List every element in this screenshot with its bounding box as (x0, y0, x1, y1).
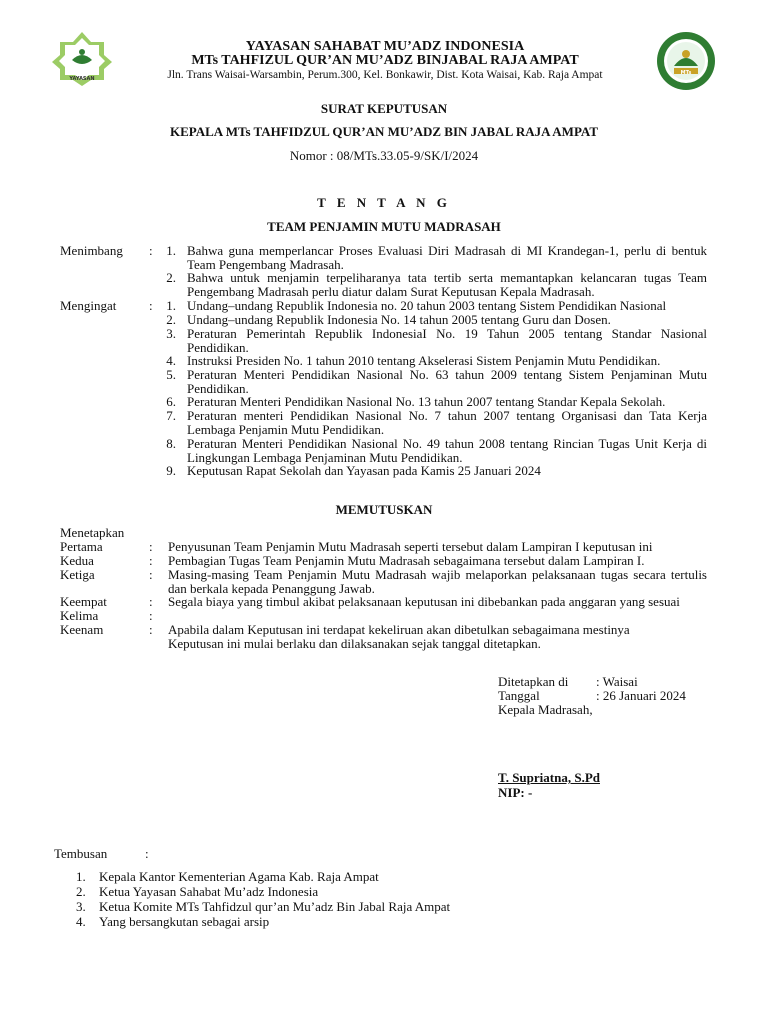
mengingat-item: Undang–undang Republik Indonesia No. 14 tahun 2005 tentang Guru dan Dosen. (187, 312, 611, 327)
mengingat-item: Keputusan Rapat Sekolah dan Yayasan pada Kamis 25 Januari 2024 (187, 463, 541, 478)
memutuskan-heading: MEMUTUSKAN (335, 502, 433, 517)
signer-nip: NIP: - (498, 785, 533, 800)
decision-label: Kelima (60, 608, 99, 623)
yayasan-logo (50, 30, 114, 88)
decision-colon: : (149, 539, 153, 554)
signer-position: Kepala Madrasah, (498, 702, 593, 717)
tanggal-label: Tanggal (498, 688, 540, 703)
decision-label: Kedua (60, 553, 94, 568)
mengingat-num: 8. (166, 436, 176, 451)
mengingat-num: 6. (166, 394, 176, 409)
mengingat-item: Peraturan Pemerintah Republik IndonesiaI No. 19 Tahun 2005 tentang Standar Nasional Pendidikan. (187, 326, 707, 355)
mengingat-num: 1. (166, 298, 176, 313)
mengingat-item: Peraturan Menteri Pendidikan Nasional No. 49 tahun 2008 tentang Rincian Tugas Unit Kerja di Lingkungan Lembaga Penjaminan Mutu Pendidikan. (187, 436, 707, 465)
mengingat-num: 7. (166, 408, 176, 423)
decision-text: Pembagian Tugas Team Penjamin Mutu Madrasah sebagaimana tersebut dalam Lampiran I. (168, 553, 645, 568)
decision-text: Segala biaya yang timbul akibat pelaksanaan keputusan ini dibebankan pada anggaran yang sesuai (168, 594, 680, 609)
mengingat-item: Undang–undang Republik Indonesia no. 20 tahun 2003 tentang Sistem Pendidikan Nasional (187, 298, 667, 313)
document-type: SURAT KEPUTUSAN (320, 101, 448, 116)
decision-label: Keempat (60, 594, 107, 609)
decision-label: Keenam (60, 622, 104, 637)
logo-right-caption: MTs (680, 70, 692, 76)
mengingat-item: Peraturan menteri Pendidikan Nasional No. 7 tahun 2007 tentang Organisasi dan Tata Kerja Lembaga Penjamin Mutu Pendidikan. (187, 408, 707, 437)
mengingat-label: Mengingat (60, 298, 117, 313)
school-address: Jln. Trans Waisai-Warsambin, Perum.300, Kel. Bonkawir, Dist. Kota Waisai, Kab. Raja Ampat (167, 69, 603, 81)
closing-text: Keputusan ini mulai berlaku dan dilaksanakan sejak tanggal ditetapkan. (168, 636, 541, 651)
tembusan-item: Ketua Yayasan Sahabat Mu’adz Indonesia (99, 884, 319, 899)
decision-label: Ketiga (60, 567, 95, 582)
tembusan-item: Ketua Komite MTs Tahfidzul qur’an Mu’adz Bin Jabal Raja Ampat (99, 899, 451, 914)
decision-label: Pertama (60, 539, 103, 554)
decision-colon: : (149, 553, 153, 568)
mengingat-num: 5. (166, 367, 176, 382)
tembusan-num: 2. (76, 884, 86, 899)
menimbang-item: Bahwa untuk menjamin terpeliharanya tata tertib serta memantapkan kelancaran tugas Team Pengembang Madrasah perlu diatur dalam Surat Keputusan Kepala Madrasah. (187, 270, 707, 299)
tembusan-label: Tembusan (54, 846, 108, 861)
subject-title: TEAM PENJAMIN MUTU MADRASAH (267, 219, 501, 234)
mengingat-item: Peraturan Menteri Pendidikan Nasional No. 13 tahun 2007 tentang Standar Kepala Sekolah. (187, 394, 666, 409)
mengingat-item: Instruksi Presiden No. 1 tahun 2010 tentang Akselerasi Sistem Penjamin Mutu Pendidikan. (187, 353, 661, 368)
decision-text: Penyusunan Team Penjamin Mutu Madrasah seperti tersebut dalam Lampiran I keputusan ini (168, 539, 653, 554)
menimbang-num: 2. (166, 270, 176, 285)
document-number: Nomor : 08/MTs.33.05-9/SK/I/2024 (289, 148, 479, 163)
tembusan-colon: : (145, 846, 149, 861)
mengingat-colon: : (149, 298, 153, 313)
tembusan-num: 1. (76, 869, 86, 884)
tentang-heading: T E N T A N G (317, 195, 451, 210)
decision-colon: : (149, 567, 153, 582)
mengingat-num: 4. (166, 353, 176, 368)
tembusan-item: Kepala Kantor Kementerian Agama Kab. Raja Ampat (99, 869, 379, 884)
signer-name: T. Supriatna, S.Pd (498, 770, 600, 785)
foundation-name: YAYASAN SAHABAT MU’ADZ INDONESIA (245, 39, 525, 54)
decision-colon: : (149, 608, 153, 623)
ditetapkan-label: Ditetapkan di (498, 674, 569, 689)
tembusan-num: 3. (76, 899, 86, 914)
mengingat-num: 2. (166, 312, 176, 327)
mengingat-num: 3. (166, 326, 176, 341)
decision-text: Apabila dalam Keputusan ini terdapat kekeliruan akan dibetulkan sebagaimana mestinya (168, 622, 630, 637)
decision-colon: : (149, 622, 153, 637)
mengingat-num: 9. (166, 463, 176, 478)
tembusan-num: 4. (76, 914, 86, 929)
menimbang-item: Bahwa guna memperlancar Proses Evaluasi Diri Madrasah di MI Krandegan-1, perlu di bentuk Team Pengembang Madrasah. (187, 243, 707, 272)
mts-logo (654, 30, 718, 92)
decision-colon: : (149, 594, 153, 609)
school-name: MTs TAHFIZUL QUR’AN MU’ADZ BINJABAL RAJA AMPAT (191, 53, 579, 68)
menimbang-label: Menimbang (60, 243, 123, 258)
issuer-title: KEPALA MTs TAHFIDZUL QUR’AN MU’ADZ BIN JABAL RAJA AMPAT (169, 124, 599, 139)
tembusan-item: Yang bersangkutan sebagai arsip (99, 914, 270, 929)
tanggal-value: : 26 Januari 2024 (596, 688, 686, 703)
logo-left-caption: YAYASAN (69, 76, 95, 82)
menimbang-num: 1. (166, 243, 176, 258)
mengingat-item: Peraturan Menteri Pendidikan Nasional No. 63 tahun 2009 tentang Sistem Penjaminan Mutu Pendidikan. (187, 367, 707, 396)
decision-text: Masing-masing Team Penjamin Mutu Madrasah wajib melaporkan pelaksanaan tugas secara tertulis dan berkala kepada Penanggung Jawab. (168, 567, 707, 596)
menimbang-colon: : (149, 243, 153, 258)
menetapkan-label: Menetapkan (60, 525, 125, 540)
ditetapkan-value: : Waisai (596, 674, 638, 689)
